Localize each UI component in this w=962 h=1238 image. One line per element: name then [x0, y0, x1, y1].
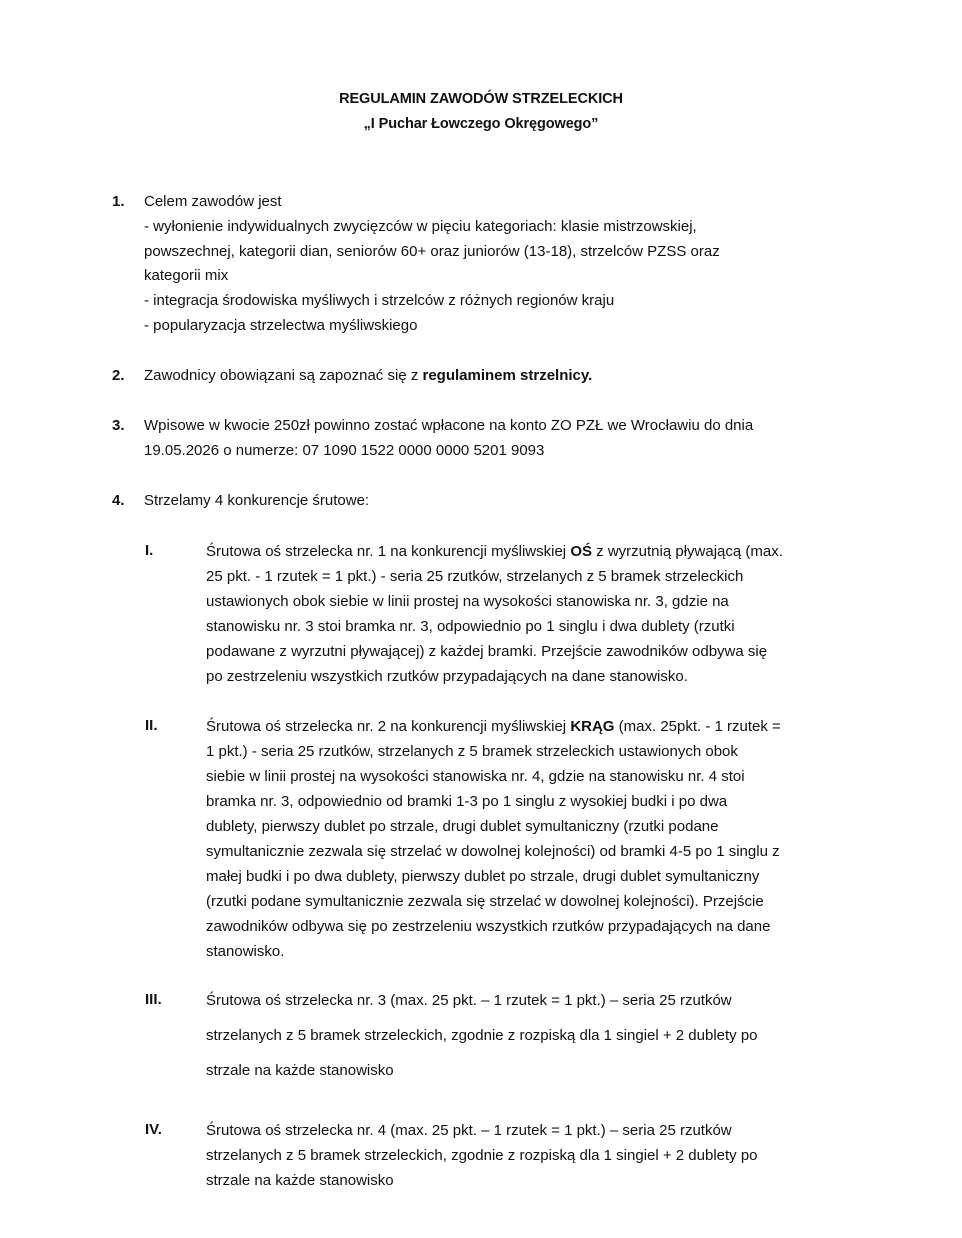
point-number: 1. — [112, 193, 125, 210]
text-line: Śrutowa oś strzelecka nr. 2 na konkurencji myśliwskiej KRĄG (max. 25pkt. - 1 rzutek = — [206, 718, 781, 735]
bold-reference: regulaminem strzelnicy. — [422, 367, 593, 384]
point-number: 4. — [112, 492, 125, 509]
point-text — [144, 414, 844, 464]
competition-text — [206, 983, 866, 1088]
competition-text — [206, 539, 866, 689]
text-line: - wyłonienie indywidualnych zwycięzców w pięciu kategoriach: klasie mistrzowskiej, — [144, 217, 697, 235]
text-line: strzale na każde stanowisko — [206, 1062, 394, 1079]
roman-number: IV. — [145, 1121, 162, 1138]
text-line: kategorii mix — [144, 267, 229, 285]
text-line: Celem zawodów jest — [144, 193, 282, 210]
text-line: Śrutowa oś strzelecka nr. 1 na konkurencji myśliwskiej OŚ z wyrzutnią pływającą (max. — [206, 543, 783, 560]
text-line: siebie w linii prostej na wysokości stanowiska nr. 4, gdzie na stanowisku nr. 4 stoi — [206, 768, 745, 785]
document-subtitle: „I Puchar Łowczego Okręgowego” — [363, 116, 599, 132]
text-line: Zawodnicy obowiązani są zapoznać się z regulaminem strzelnicy. — [144, 367, 593, 384]
text-line: (rzutki podane symultanicznie zezwala się strzelać w dowolnej kolejności). Przejście — [206, 893, 764, 910]
text-line: 25 pkt. - 1 rzutek = 1 pkt.) - seria 25 rzutków, strzelanych z 5 bramek strzeleckich — [206, 568, 744, 585]
text-line: Śrutowa oś strzelecka nr. 4 (max. 25 pkt. – 1 rzutek = 1 pkt.) – seria 25 rzutków — [206, 1122, 732, 1139]
text-line: 1 pkt.) - seria 25 rzutków, strzelanych z 5 bramek strzeleckich ustawionych obok — [206, 743, 738, 760]
point-text — [144, 489, 844, 514]
text-line: Wpisowe w kwocie 250zł powinno zostać wpłacone na konto ZO PZŁ we Wrocławiu do dnia — [144, 417, 754, 434]
roman-number: II. — [145, 717, 158, 734]
competition-text — [206, 714, 866, 964]
competition-name: OŚ — [570, 543, 592, 560]
competition-text — [206, 1118, 866, 1193]
text-line: stanowisku nr. 3 stoi bramka nr. 3, odpowiednio po 1 singlu i dwa dublety (rzutki — [206, 618, 735, 635]
text-line: - integracja środowiska myśliwych i strzelców z różnych regionów kraju — [144, 292, 615, 310]
text-line: strzelanych z 5 bramek strzeleckich, zgodnie z rozpiską dla 1 singiel + 2 dublety po — [206, 1027, 758, 1044]
text-line: Śrutowa oś strzelecka nr. 3 (max. 25 pkt. – 1 rzutek = 1 pkt.) – seria 25 rzutków — [206, 992, 732, 1009]
point-text — [144, 364, 844, 389]
text-line: dublety, pierwszy dublet po strzale, drugi dublet symultaniczny (rzutki podane — [206, 818, 719, 835]
document-title: REGULAMIN ZAWODÓW STRZELECKICH — [339, 91, 623, 107]
roman-number: III. — [145, 991, 162, 1008]
text-line: ustawionych obok siebie w linii prostej na wysokości stanowiska nr. 3, gdzie na — [206, 593, 729, 610]
text-line: małej budki i po dwa dublety, pierwszy dublet po strzale, drugi dublet symultaniczny — [206, 868, 760, 885]
text-line: powszechnej, kategorii dian, seniorów 60+ oraz juniorów (13-18), strzelców PZSS oraz — [144, 242, 720, 260]
point-text — [144, 190, 844, 339]
text-line: strzale na każde stanowisko — [206, 1172, 394, 1189]
account-number-line: 19.05.2026 o numerze: 07 1090 1522 0000 0000 5201 9093 — [144, 441, 545, 459]
text-line: po zestrzeleniu wszystkich rzutków przypadających na dane stanowisko. — [206, 668, 688, 685]
competition-name: KRĄG — [570, 718, 615, 735]
text-line: podawane z wyrzutni pływającej) z każdej bramki. Przejście zawodników odbywa się — [206, 643, 768, 660]
text-line: - popularyzacja strzelectwa myśliwskiego — [144, 316, 418, 334]
text-line: symultanicznie zezwala się strzelać w dowolnej kolejności) od bramki 4-5 po 1 singlu z — [206, 843, 780, 860]
text-line: bramka nr. 3, odpowiednio od bramki 1-3 po 1 singlu z wysokiej budki i po dwa — [206, 793, 728, 810]
text-line: stanowisko. — [206, 943, 285, 960]
point-number: 2. — [112, 367, 125, 384]
text-line: strzelanych z 5 bramek strzeleckich, zgodnie z rozpiską dla 1 singiel + 2 dublety po — [206, 1147, 758, 1164]
text-line: Strzelamy 4 konkurencje śrutowe: — [144, 492, 370, 509]
roman-number: I. — [145, 542, 154, 559]
text-line: zawodników odbywa się po zestrzeleniu wszystkich rzutków przypadających na dane — [206, 918, 771, 935]
point-number: 3. — [112, 417, 125, 434]
